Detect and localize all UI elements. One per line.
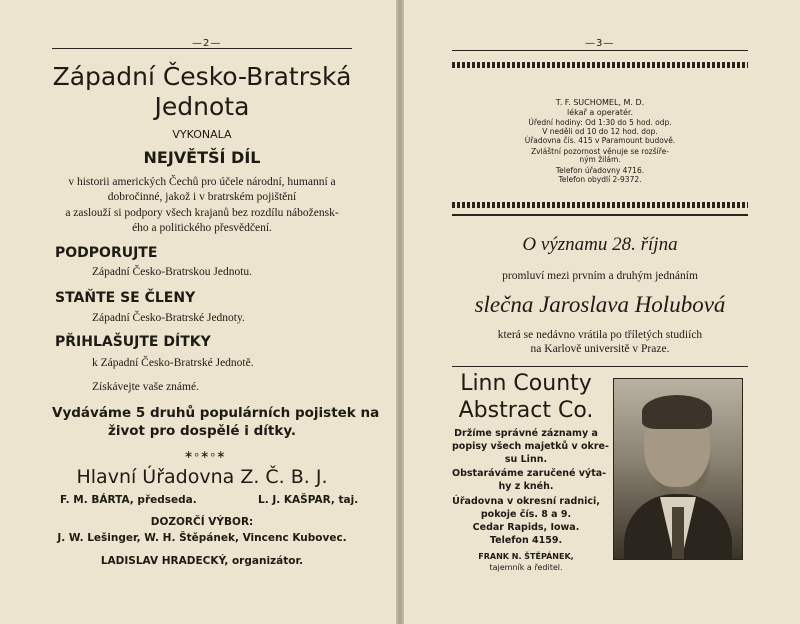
frank-role: tajemník a ředitel. xyxy=(489,563,563,572)
support-text-line2: ého a politického přesvědčení. xyxy=(132,222,272,234)
linn-county-line2: Abstract Co. xyxy=(458,398,594,423)
ziskavejte-text: Získávejte vaše známé. xyxy=(92,381,199,393)
prihlasujte-heading: PŘIHLAŠUJTE DÍTKY xyxy=(55,334,211,350)
vydavame-line1: Vydáváme 5 druhů populárních pojistek na xyxy=(52,405,380,421)
hradecky-organizer: LADISLAV HRADECKÝ, organizátor. xyxy=(100,555,304,567)
speaker-info-line2: na Karlově universitě v Praze. xyxy=(530,343,670,355)
stante-sub: Západní Česko-Bratrské Jednoty. xyxy=(92,312,245,324)
podporujte-sub: Západní Česko-Bratrskou Jednotu. xyxy=(92,266,253,278)
cedar-rapids: Cedar Rapids, Iowa. xyxy=(472,522,580,533)
doctor-office-phone: Telefon úřadovny 4716. xyxy=(555,166,645,175)
promluvi-text: promluví mezi prvním a druhým jednáním xyxy=(502,270,698,282)
doctor-title: lékař a operatér. xyxy=(566,108,634,117)
drzime-line2: popisy všech majetků v okre- xyxy=(452,441,609,452)
history-text-line2: dobročinné, jakož i v bratrském pojištění xyxy=(107,191,297,203)
drzime-line1: Držíme správné záznamy a xyxy=(454,428,598,439)
ad-separator-rule xyxy=(452,366,748,367)
stante-heading: STAŇTE SE ČLENY xyxy=(55,290,196,306)
portrait-photo xyxy=(613,378,743,560)
doctor-home-phone: Telefon obydlí 2-9372. xyxy=(558,175,642,184)
obstaravame-line1: Obstaráváme zaručené výta- xyxy=(452,468,607,479)
left-ornament: ∗∘∗∘∗ xyxy=(184,449,226,461)
hlavni-uradovna-heading: Hlavní Úřadovna Z. Č. B. J. xyxy=(76,466,328,488)
doctor-special-line2: ným žilám. xyxy=(579,155,621,164)
middle-decorative-border xyxy=(452,202,748,208)
linn-telefon: Telefon 4159. xyxy=(489,535,563,546)
kaspar-officer: L. J. KAŠPAR, taj. xyxy=(258,494,359,506)
prihlasujte-sub: k Západní Česko-Bratrské Jednotě. xyxy=(92,357,254,369)
vyznam-heading: O významu 28. října xyxy=(522,234,678,255)
frank-name: FRANK N. ŠTĚPÁNEK, xyxy=(478,552,574,561)
history-text-line1: v historii amerických Čechů pro účele národní, humanní a xyxy=(68,176,336,188)
top-decorative-border xyxy=(452,62,748,68)
middle-rule xyxy=(452,214,748,216)
obstaravame-line2: hy z knéh. xyxy=(498,481,554,492)
linn-county-line1: Linn County xyxy=(460,371,592,396)
left-top-rule xyxy=(52,48,352,49)
org-title-line1: Západní Česko-Bratrská xyxy=(52,62,352,91)
dozorci-vybor-heading: DOZORČÍ VÝBOR: xyxy=(150,516,254,528)
book-gutter xyxy=(396,0,404,624)
uradovna-line2: pokoje čís. 8 a 9. xyxy=(480,509,572,520)
doctor-special-line1: Zvláštní pozornost věnuje se rozšíře- xyxy=(531,147,669,156)
support-text-line1: a zaslouží si podpory všech krajanů bez rozdílu nábožensk- xyxy=(65,207,339,219)
speaker-info-line1: která se nedávno vrátila po tříletých studiích xyxy=(497,329,703,341)
portrait-hair xyxy=(642,395,712,429)
drzime-line3: su Linn. xyxy=(504,454,548,465)
barta-officer: F. M. BÁRTA, předseda. xyxy=(60,494,197,506)
right-page-number: —3— xyxy=(585,38,615,49)
right-top-rule xyxy=(452,50,748,51)
org-title-line2: Jednota xyxy=(154,92,250,121)
vykonala-text: VYKONALA xyxy=(172,128,232,141)
uradovna-line1: Úřadovna v okresní radnici, xyxy=(452,496,600,507)
doctor-name: T. F. SUCHOMEL, M. D. xyxy=(555,98,645,107)
najvetsi-dil-heading: NEJVĚTŠÍ DÍL xyxy=(143,148,261,167)
vydavame-line2: život pro dospělé i dítky. xyxy=(107,423,297,439)
portrait-tie xyxy=(672,507,684,559)
vybor-members: J. W. Lešinger, W. H. Štěpánek, Vincenc Kubovec. xyxy=(57,532,347,544)
left-page-number: —2— xyxy=(192,38,222,49)
podporujte-heading: PODPORUJTE xyxy=(55,245,158,261)
doctor-sunday-hours: V neděli od 10 do 12 hod. dop. xyxy=(542,127,658,136)
speaker-name: slečna Jaroslava Holubová xyxy=(474,292,726,317)
doctor-office: Úřadovna čís. 415 v Paramount budově. xyxy=(524,136,676,145)
doctor-hours: Úřední hodiny: Od 1:30 do 5 hod. odp. xyxy=(528,118,672,127)
